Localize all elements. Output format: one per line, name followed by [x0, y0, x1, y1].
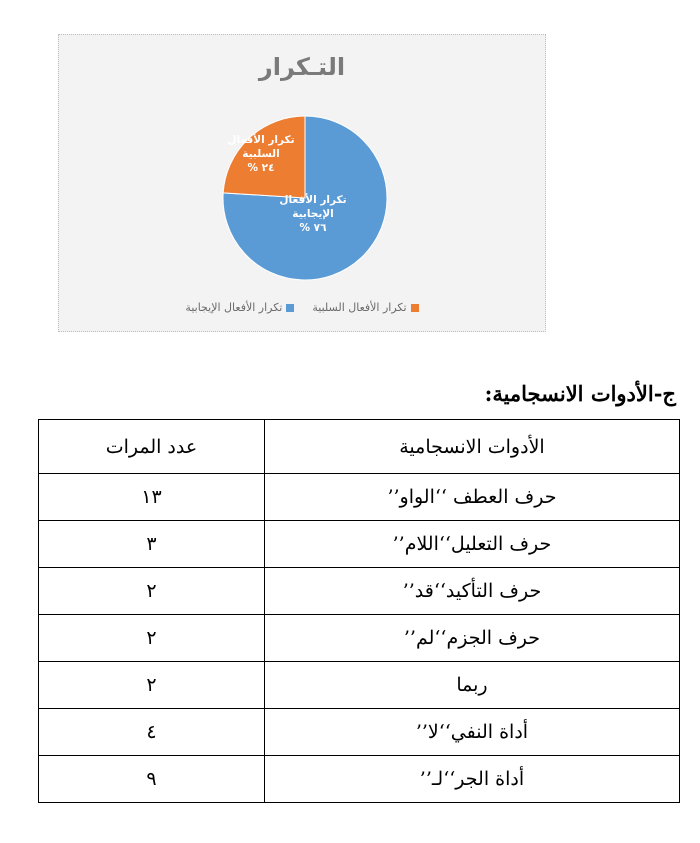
- table-row: [39, 662, 680, 709]
- cell-count: ٩: [39, 756, 265, 803]
- table-row: [39, 709, 680, 756]
- section-heading: ج-الأدوات الانسجامية:: [484, 381, 676, 406]
- header-count: عدد المرات: [39, 420, 265, 474]
- cell-count: ٢: [39, 662, 265, 709]
- cell-count: ٤: [39, 709, 265, 756]
- cell-tool: أداة النفي‘‘لا’’: [264, 709, 679, 756]
- cell-tool: أداة الجر‘‘لـ’’: [264, 756, 679, 803]
- cohesive-tools-table: [38, 419, 680, 803]
- cell-tool: حرف العطف ‘‘الواو’’: [264, 474, 679, 521]
- cell-tool: ربما: [264, 662, 679, 709]
- chart-title: التـكرار: [258, 53, 346, 81]
- legend-swatch-positive: [286, 304, 294, 312]
- slice-label-positive-line1: تكرار الأفعال: [279, 194, 347, 206]
- chart-legend: [59, 301, 545, 314]
- cell-count: ٢: [39, 568, 265, 615]
- cell-tool: حرف الجزم‘‘لم’’: [264, 615, 679, 662]
- legend-item-negative: [312, 301, 418, 314]
- cell-count: ٣: [39, 521, 265, 568]
- legend-label-negative: تكرار الأفعال السلبية: [312, 301, 407, 314]
- slice-label-negative-line1: تكرار الأفعال: [227, 134, 295, 146]
- slice-label-positive-line2: الإيجابية: [292, 208, 334, 220]
- cell-tool: حرف التأكيد‘‘قد’’: [264, 568, 679, 615]
- table-header-row: [39, 420, 680, 474]
- cell-count: ٢: [39, 615, 265, 662]
- legend-item-positive: [185, 301, 294, 314]
- slice-label-negative-line2: السلبية: [242, 148, 280, 160]
- table-row: [39, 568, 680, 615]
- table-row: [39, 615, 680, 662]
- slice-value-negative: ٢٤ %: [247, 162, 275, 174]
- legend-swatch-negative: [411, 304, 419, 312]
- table-row: [39, 756, 680, 803]
- cell-count: ١٣: [39, 474, 265, 521]
- slice-label-negative: [221, 133, 301, 175]
- header-tools: الأدوات الانسجامية: [264, 420, 679, 474]
- table-row: [39, 474, 680, 521]
- slice-label-positive: [265, 193, 361, 235]
- cell-tool: حرف التعليل‘‘اللام’’: [264, 521, 679, 568]
- table-row: [39, 521, 680, 568]
- slice-value-positive: ٧٦ %: [299, 222, 327, 234]
- pie-chart: [58, 34, 546, 332]
- legend-label-positive: تكرار الأفعال الإيجابية: [185, 301, 283, 314]
